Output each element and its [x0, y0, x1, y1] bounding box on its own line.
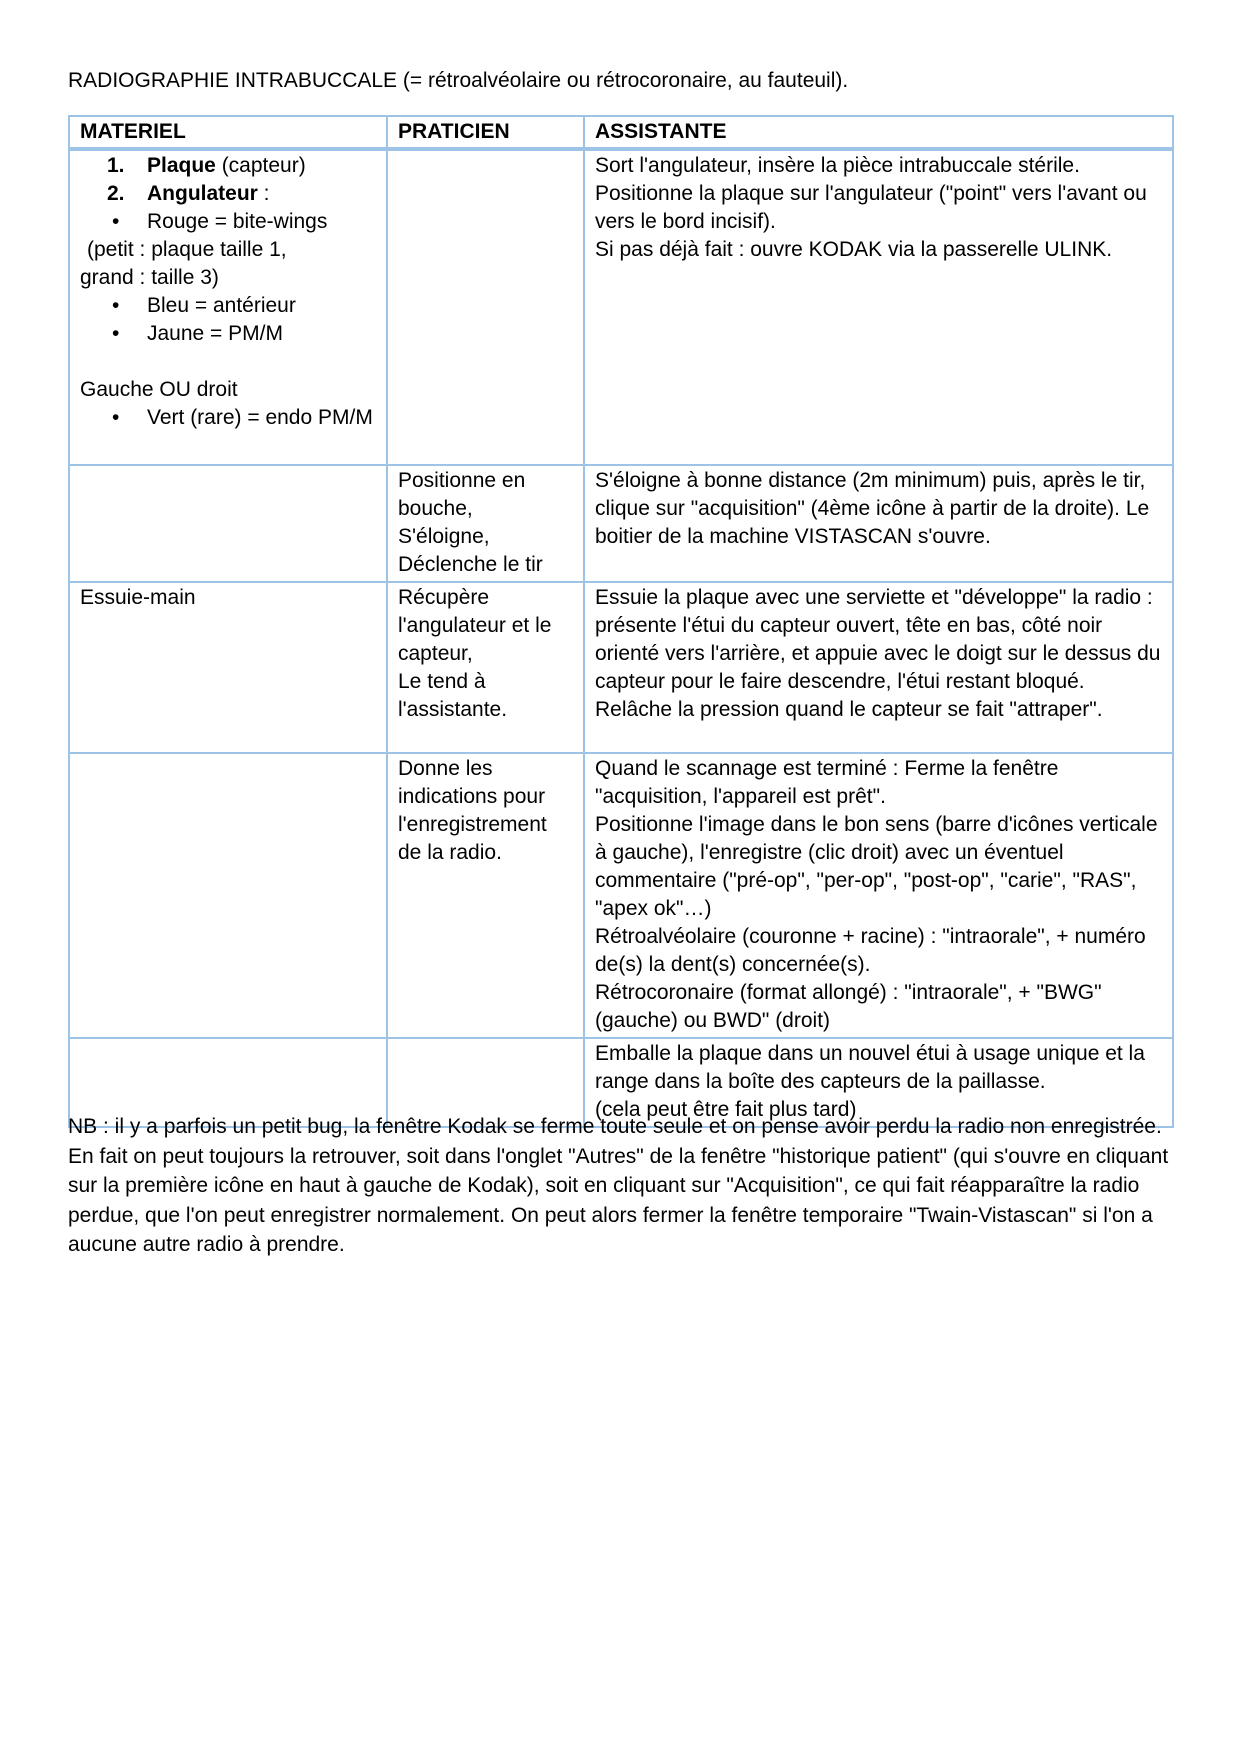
column-header-materiel: MATERIEL: [69, 116, 387, 149]
cell-assistante: [584, 465, 1173, 582]
table-row: [69, 149, 1173, 465]
cell-paragraph: Rétroalvéolaire (couronne + racine) : "intraorale", + numéro de(s) la dent(s) concernée(s).: [595, 925, 1146, 976]
cell-praticien: [387, 465, 584, 582]
cell-paragraph: S'éloigne,: [398, 525, 490, 548]
procedure-table: [68, 115, 1174, 1128]
cell-paragraph: S'éloigne à bonne distance (2m minimum) puis, après le tir, clique sur "acquisition" (4ème icône à partir de la droite). Le boitier de la machine VISTASCAN s'ouvre.: [595, 469, 1150, 548]
cell-paragraph: Récupère l'angulateur et le capteur,: [398, 586, 552, 665]
table-row: [69, 753, 1173, 1038]
list-number: 2.: [107, 182, 125, 205]
cell-praticien: [387, 582, 584, 753]
bullet-icon: •: [112, 322, 120, 345]
list-item-text: Angulateur :: [147, 182, 270, 205]
list-item-text: Vert (rare) = endo PM/M: [147, 406, 373, 429]
cell-materiel: [69, 465, 387, 582]
list-item-text: Plaque (capteur): [147, 154, 306, 177]
cell-praticien: [387, 149, 584, 465]
list-item: [80, 152, 378, 180]
table-header-row: [69, 116, 1173, 149]
cell-line: (petit : plaque taille 1,: [87, 238, 287, 261]
bullet-icon: •: [112, 294, 120, 317]
cell-paragraph: (cela peut être fait plus tard): [595, 1098, 857, 1121]
list-number: 1.: [107, 154, 125, 177]
cell-line: Gauche OU droit: [80, 378, 238, 401]
list-item: [80, 180, 378, 208]
table-row: [69, 582, 1173, 753]
cell-materiel: [69, 753, 387, 1038]
list-item-text: Jaune = PM/M: [147, 322, 283, 345]
footnote-paragraph: NB : il y a parfois un petit bug, la fenêtre Kodak se ferme toute seule et on pense avoir perdu la radio non enregistrée. En fait on peut toujours la retrouver, soit dans l'onglet "Autres" de la fenêtre "historique patient" (qui s'ouvre en cliquant sur la première icône en haut à gauche de Kodak), soit en cliquant sur "Acquisition", ce qui fait réapparaître la radio perdue, que l'on peut enregistrer normalement. On peut alors fermer la fenêtre temporaire "Twain-Vistascan" si l'on a aucune autre radio à prendre.: [68, 1115, 1169, 1256]
cell-line: grand : taille 3): [80, 266, 219, 289]
blank-line: [80, 348, 378, 376]
cell-paragraph: Donne les indications pour l'enregistrement de la radio.: [398, 757, 547, 864]
cell-paragraph: Le tend à l'assistante.: [398, 670, 508, 721]
cell-paragraph: Sort l'angulateur, insère la pièce intrabuccale stérile.: [595, 154, 1080, 177]
list-item: [80, 208, 378, 236]
cell-paragraph: Positionne en bouche,: [398, 469, 526, 520]
cell-paragraph: Rétrocoronaire (format allongé) : "intraorale", + "BWG" (gauche) ou BWD" (droit): [595, 981, 1102, 1032]
table-row: [69, 465, 1173, 582]
list-item: [80, 320, 378, 348]
cell-paragraph: Déclenche le tir: [398, 553, 543, 576]
column-header-assistante: ASSISTANTE: [584, 116, 1173, 149]
list-item: [80, 404, 378, 432]
list-item: [80, 292, 378, 320]
cell-praticien: [387, 753, 584, 1038]
cell-paragraph: Essuie la plaque avec une serviette et "développe" la radio : présente l'étui du capteur ouvert, tête en bas, côté noir orienté vers l'arrière, et appuie avec le doigt sur le dessus du capteur pour le faire descendre, l'étui restant bloqué. Relâche la pression quand le capteur se fait "attraper".: [595, 586, 1161, 721]
cell-paragraph: Essuie-main: [80, 586, 196, 609]
cell-assistante: [584, 582, 1173, 753]
bullet-icon: •: [112, 406, 120, 429]
list-item-text: Bleu = antérieur: [147, 294, 296, 317]
cell-paragraph: Si pas déjà fait : ouvre KODAK via la passerelle ULINK.: [595, 238, 1113, 261]
cell-materiel: [69, 582, 387, 753]
cell-paragraph: Positionne la plaque sur l'angulateur ("point" vers l'avant ou vers le bord incisif).: [595, 182, 1147, 233]
page-title: RADIOGRAPHIE INTRABUCCALE (= rétroalvéolaire ou rétrocoronaire, au fauteuil).: [68, 69, 849, 92]
cell-paragraph: Quand le scannage est terminé : Ferme la fenêtre "acquisition, l'appareil est prêt".: [595, 757, 1059, 808]
cell-paragraph: Emballe la plaque dans un nouvel étui à usage unique et la range dans la boîte des capteurs de la paillasse.: [595, 1042, 1145, 1093]
cell-paragraph: Positionne l'image dans le bon sens (barre d'icônes verticale à gauche), l'enregistre (clic droit) avec un éventuel commentaire ("pré-op", "per-op", "post-op", "carie", "RAS", "apex ok"…): [595, 813, 1158, 920]
cell-assistante: [584, 753, 1173, 1038]
bullet-icon: •: [112, 210, 120, 233]
column-header-praticien: PRATICIEN: [387, 116, 584, 149]
cell-assistante: [584, 149, 1173, 465]
cell-materiel: [69, 149, 387, 465]
list-item-text: Rouge = bite-wings: [147, 210, 328, 233]
